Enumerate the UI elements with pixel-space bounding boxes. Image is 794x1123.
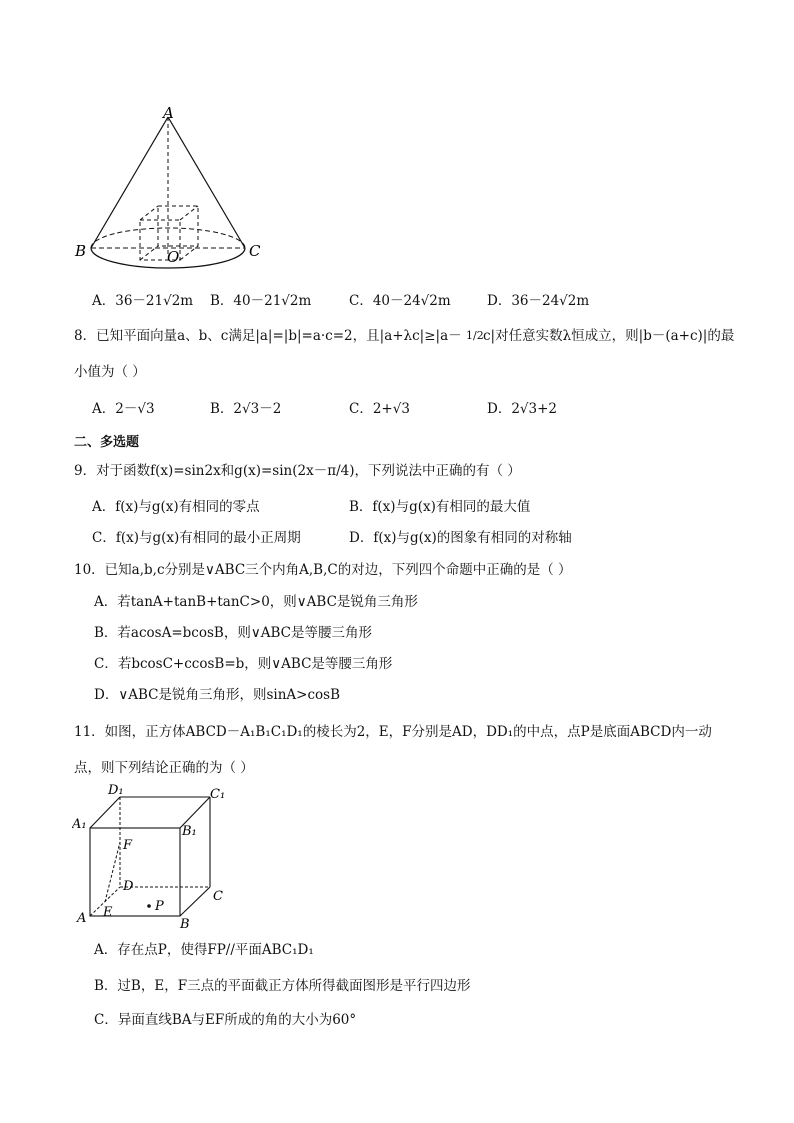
q8-option-d: D．2√3+2: [487, 401, 558, 417]
cube-label-E: E: [103, 905, 113, 920]
q8-fraction: 1/2: [466, 329, 484, 342]
cone-side-right: [168, 117, 245, 248]
q10-option-d: D．∨ABC是锐角三角形，则sinA>cosB: [94, 687, 340, 703]
q11-option-c: C．异面直线BA与EF所成的角的大小为60°: [94, 1012, 357, 1028]
q9-option-c: C．f(x)与g(x)有相同的最小正周期: [92, 530, 301, 546]
q9-option-a: A．f(x)与g(x)有相同的零点: [92, 499, 260, 515]
q10-option-c: C．若bcosC+ccosB=b，则∨ABC是等腰三角形: [94, 656, 393, 672]
cone-label-B: B: [75, 242, 87, 260]
cube-label-C: C: [213, 889, 223, 904]
cube-label-D1: D₁: [108, 783, 124, 798]
q10-option-b: B．若acosA=bcosB，则∨ABC是等腰三角形: [94, 625, 372, 641]
q8-stem-part2: c|对任意实数λ恒成立，则|b－(a+c)|的最: [483, 328, 735, 344]
cone-label-C: C: [249, 242, 261, 260]
q11-stem-part1: 11．如图，正方体ABCD－A₁B₁C₁D₁的棱长为2，E，F分别是AD，DD₁的中点，点P是底面ABCD内一动: [74, 724, 712, 740]
q9-option-d: D．f(x)与g(x)的图象有相同的对称轴: [349, 530, 572, 546]
q8-stem-part3: 小值为（ ）: [74, 364, 146, 380]
q11-option-a: A．存在点P，使得FP//平面ABC₁D₁: [94, 942, 314, 958]
q8-stem-part1: 8．已知平面向量a、b、c满足|a|=|b|=a·c=2，且|a+λc|≥|a－: [74, 328, 462, 344]
cube-label-B: B: [180, 917, 190, 930]
cone-label-O: O: [167, 248, 180, 266]
q7-option-b: B．40－21√2m: [210, 293, 312, 309]
cube-label-A: A: [77, 911, 87, 926]
q11-stem-part2: 点，则下列结论正确的为（ ）: [74, 760, 254, 776]
q7-option-a: A．36－21√2m: [92, 293, 194, 309]
q10-option-a: A．若tanA+tanB+tanC>0，则∨ABC是锐角三角形: [94, 594, 418, 610]
cone-side-left: [91, 117, 168, 248]
cube-label-C1: C₁: [210, 787, 226, 802]
q8-option-a: A．2－√3: [92, 401, 155, 417]
cone-figure: [70, 105, 280, 275]
cube-front-face: [90, 828, 180, 916]
cube-figure: [72, 780, 242, 930]
q8-option-b: B．2√3－2: [210, 401, 282, 417]
q8-option-c: C．2+√3: [349, 401, 410, 417]
q7-option-d: D．36－24√2m: [487, 293, 590, 309]
cube-label-D: D: [123, 879, 134, 894]
q10-stem: 10．已知a,b,c分别是∨ABC三个内角A,B,C的对边，下列四个命题中正确的是（ ）: [74, 562, 572, 578]
segment-EF: [105, 842, 120, 902]
section-2-title: 二、多选题: [74, 435, 140, 450]
q9-stem: 9．对于函数f(x)=sin2x和g(x)=sin(2x－π/4)，下列说法中正确的有（ ）: [74, 463, 521, 479]
cube-label-A1: A₁: [72, 817, 87, 832]
cone-label-A: A: [163, 105, 174, 122]
q9-option-b: B．f(x)与g(x)有相同的最大值: [349, 499, 531, 515]
cube-label-F: F: [123, 838, 133, 853]
point-P: [147, 904, 151, 908]
cube-label-B1: B₁: [182, 824, 197, 839]
cube-label-P: P: [155, 899, 164, 914]
q7-option-c: C．40－24√2m: [349, 293, 451, 309]
q11-option-b: B．过B，E，F三点的平面截正方体所得截面图形是平行四边形: [94, 978, 471, 994]
